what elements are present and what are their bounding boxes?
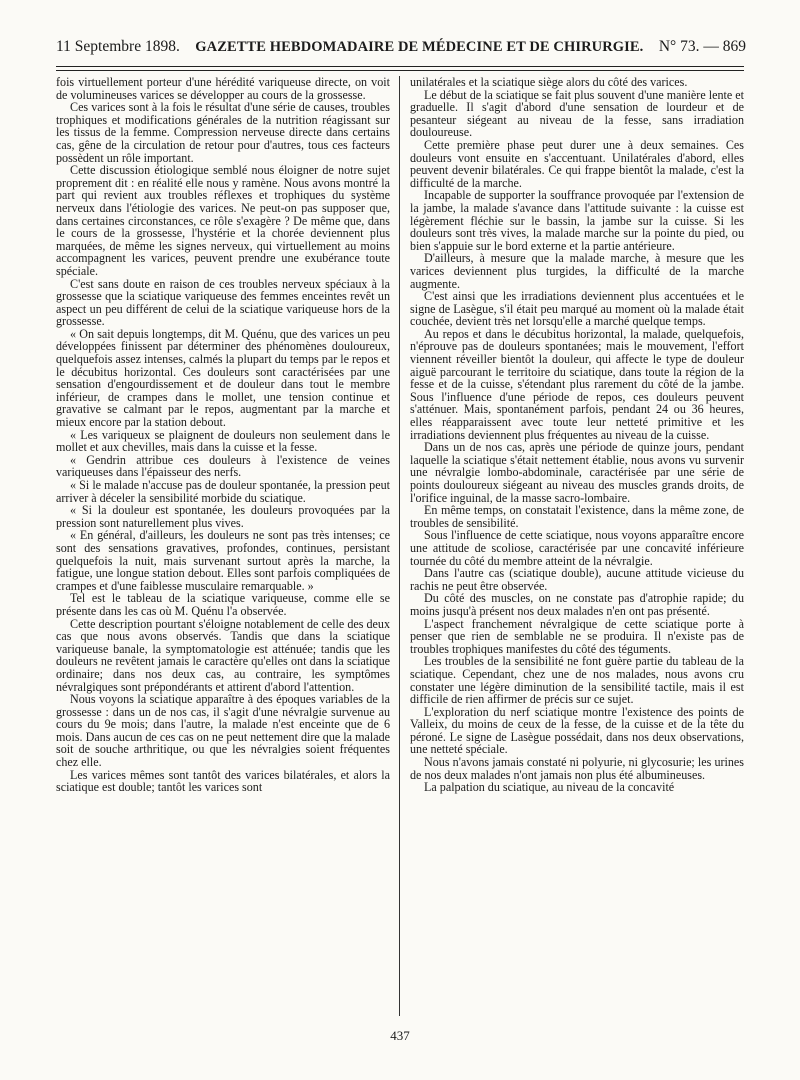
- paragraph: fois virtuellement porteur d'une hérédité variqueuse directe, on voit de volumineuses varices se développer au cours de la grossesse.: [56, 76, 390, 102]
- paragraph: Au repos et dans le décubitus horizontal, la malade, quelquefois, n'éprouve pas de douleurs spontanées; mais le mouvement, l'effort viennent réveiller bientôt la douleur, qui affecte le type de douleur aiguë parcourant le territoire du sciatique, dans toute la région de la fesse et de la cuisse, s'étendant plus rarement du côté de la jambe. Sous l'influence d'une période de repos, ces douleurs peuvent s'atténuer. Mais, spontanément parfois, pendant 24 ou 36 heures, elles réapparaissent avec toute leur netteté primitive et les irradiations deviennent plus fréquentes au niveau de la cuisse.: [410, 326, 744, 442]
- paragraph: C'est sans doute en raison de ces troubles nerveux spéciaux à la grossesse que la sciatique variqueuse des femmes enceintes revêt un aspect un peu différent de celui de la sciatique variqueuse hors de la grossesse.: [56, 276, 390, 329]
- paragraph: Tel est le tableau de la sciatique variqueuse, comme elle se présente dans les cas où M. Quénu l'a observée.: [56, 591, 390, 618]
- paragraph: Incapable de supporter la souffrance provoquée par l'extension de la jambe, la malade s'avance dans l'attitude suivante : la cuisse est légèrement fléchie sur le bassin, la jambe sur la cuisse. Si les douleurs sont très vives, la malade marche sur la pointe du pied, ou bien s'appuie sur le bord externe et la partie antérieure.: [410, 188, 744, 253]
- column-divider: [399, 76, 400, 1016]
- header-rule-bottom: [56, 70, 744, 71]
- left-column: [56, 76, 390, 1012]
- paragraph: Dans un de nos cas, après une période de quinze jours, pendant laquelle la sciatique s'était nettement établie, nous avons vu survenir une névralgie lombo-abdominale, caractérisée par une série de points douloureux siégeant au niveau des muscles grands droits, de l'orifice inguinal, de la masse sacro-lombaire.: [410, 440, 744, 505]
- paragraph: En même temps, on constatait l'existence, dans la même zone, de troubles de sensibilité.: [410, 503, 744, 530]
- paragraph: Cette description pourtant s'éloigne notablement de celle des deux cas que nous avons observés. Tandis que dans la sciatique variqueuse banale, la symptomatologie est atténuée; tandis que les douleurs ne revêtent jamais le caractère qu'elles ont dans la sciatique ordinaire; dans nos deux cas, au contraire, les symptômes névralgiques sont prépondérants et attirent d'abord l'attention.: [56, 616, 390, 694]
- text-columns: [56, 76, 744, 1012]
- header-date: 11 Septembre 1898.: [56, 38, 180, 55]
- paragraph: Cette première phase peut durer une à deux semaines. Ces douleurs vont ensuite en s'accentuant. Unilatérales d'abord, elles peuvent devenir bilatérales. Ce qui frappe bientôt la malade, c'est la difficulté de la marche.: [410, 137, 744, 190]
- paragraph: Les troubles de la sensibilité ne font guère partie du tableau de la sciatique. Cependant, chez une de nos malades, nous avons cru constater une légère diminution de la sensibilité tactile, mais il est difficile de rien affirmer de précis sur ce sujet.: [410, 654, 744, 707]
- header-journal-title: GAZETTE HEBDOMADAIRE DE MÉDECINE ET DE CHIRURGIE.: [195, 39, 644, 55]
- paragraph: Du côté des muscles, on ne constate pas d'atrophie rapide; du moins jusqu'à présent nos deux malades n'en ont pas présenté.: [410, 591, 744, 618]
- paragraph: « On sait depuis longtemps, dit M. Quénu, que des varices un peu développées finissent par déterminer des phénomènes douloureux, quelquefois assez intenses, calmés la plupart du temps par le repos et le décubitus horizontal. Ces douleurs sont caractérisées par une sensation d'engourdissement et de douleur dans tout le membre inférieur, de crampes dans le mollet, une tension continue et gravative se calmant par le repos, augmentant par la marche et mieux encore par la station debout.: [56, 326, 390, 430]
- paragraph: L'exploration du nerf sciatique montre l'existence des points de Valleix, du moins de ceux de la fesse, de la cuisse et de la tête du péroné. Le signe de Lasègue possédait, dans nos deux observations, une netteté spéciale.: [410, 704, 744, 757]
- right-column: [410, 76, 744, 1012]
- paragraph: Les varices mêmes sont tantôt des varices bilatérales, et alors la sciatique est double; tantôt les varices sont: [56, 767, 390, 795]
- paragraph: Sous l'influence de cette sciatique, nous voyons apparaître encore une attitude de scoliose, caractérisée par une concavité inférieure tournée du côté du membre atteint de la névralgie.: [410, 528, 744, 568]
- page-number: 437: [390, 1028, 410, 1043]
- paragraph: C'est ainsi que les irradiations deviennent plus accentuées et le signe de Lasègue, s'il était peu marqué au moment où la malade était couchée, devient très net lorsqu'elle a marché quelque temps.: [410, 289, 744, 329]
- paragraph: L'aspect franchement névralgique de cette sciatique porte à penser que rien de semblable ne se produira. Il n'existe pas de troubles trophiques manifestes du côté des téguments.: [410, 616, 744, 656]
- paragraph: unilatérales et la sciatique siège alors du côté des varices.: [410, 76, 688, 89]
- header-issue-page: N° 73. — 869: [658, 38, 746, 55]
- header-rule-top: [56, 66, 744, 67]
- paragraph: « Gendrin attribue ces douleurs à l'existence de veines variqueuses dans l'épaisseur des nerfs.: [56, 452, 390, 480]
- paragraph: D'ailleurs, à mesure que la malade marche, à mesure que les varices deviennent plus turgides, la difficulté de la marche augmente.: [410, 251, 744, 291]
- paragraph: Nous voyons la sciatique apparaître à des époques variables de la grossesse : dans un de nos cas, il s'agit d'une névralgie survenue au cours du 9e mois; dans l'autre, la malade n'est enceinte que de 6 mois. Dans aucun de ces cas on ne peut nettement dire que la malade soit de souche arthritique, ou que les névralgies soient fréquentes chez elle.: [56, 692, 390, 770]
- paragraph: « Les variqueux se plaignent de douleurs non seulement dans le mollet et aux chevilles, mais dans la cuisse et la fesse.: [56, 427, 390, 455]
- paragraph: « En général, d'ailleurs, les douleurs ne sont pas très intenses; ce sont des sensations gravatives, profondes, continues, persistant quelquefois la nuit, mais survenant surtout après la marche, la fatigue, une longue station debout. Elles sont parfois compliquées de crampes et d'une faiblesse musculaire remarquable. »: [56, 528, 390, 593]
- paragraph: Cette discussion étiologique semblé nous éloigner de notre sujet proprement dit : en réalité elle nous y ramène. Nous avons montré la part qui revient aux troubles réflexes et trophiques du système nerveux dans l'étiologie des varices. Ne peut-on pas supposer que, dans certaines circonstances, ce rôle s'exagère ? De même que, dans le cours de la grossesse, l'hystérie et la chorée deviennent plus marquées, de même les signes nerveux, qui virtuellement au moins accompagnent les varices, peuvent prendre une exubérance toute spéciale.: [56, 163, 390, 278]
- paragraph: Le début de la sciatique se fait plus souvent d'une manière lente et graduelle. Il s'agit d'abord d'une sensation de lourdeur et de pesanteur siégeant au niveau de la fesse, sans irradiation douloureuse.: [410, 87, 744, 140]
- paragraph: Nous n'avons jamais constaté ni polyurie, ni glycosurie; les urines de nos deux malades n'ont jamais non plus été albumineuses.: [410, 755, 744, 782]
- paragraph: « Si la douleur est spontanée, les douleurs provoquées par la pression sont naturellement plus vives.: [56, 503, 390, 530]
- running-header: [56, 38, 746, 58]
- paragraph: « Si le malade n'accuse pas de douleur spontanée, la pression peut arriver à déceler la sensibilité morbide du sciatique.: [56, 478, 390, 505]
- paragraph: La palpation du sciatique, au niveau de la concavité: [424, 780, 675, 795]
- paragraph: Dans l'autre cas (sciatique double), aucune attitude vicieuse du rachis ne peut être observée.: [410, 566, 744, 593]
- paragraph: Ces varices sont à la fois le résultat d'une série de causes, troubles trophiques et modifications générales de la nutrition réagissant sur les tissus de la femme. Compression nerveuse directe dans certains cas, gêne de la circulation de retour pour d'autres, tous ces facteurs possèdent un rôle important.: [56, 100, 390, 165]
